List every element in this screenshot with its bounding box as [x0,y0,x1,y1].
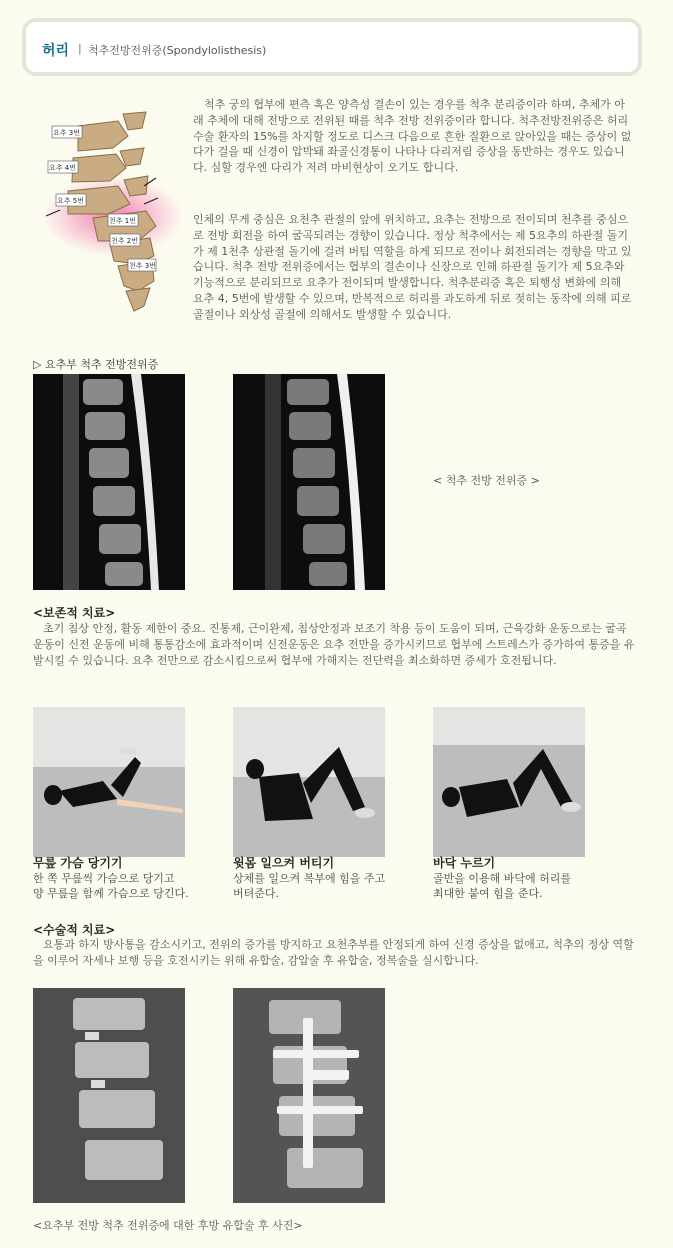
title-separator: | [78,42,82,55]
intro-paragraph-2: 인체의 무게 중심은 요천추 관절의 앞에 위치하고, 요추는 전방으로 전이되며 천추를 중심으로 전방 회전을 하여 굴곡되려는 경향이 있습니다. 정상 척추에서는 제 5요추의 하관절 돌기가 제 1천추 상관절 돌기에 걸려 버팀 역할을 하게 되므로 전이나 회전되려는 경향을 막고 있습니다. 척추 전방 전위증에서는 협부의 결손이나 신장으로 인해 하관절 돌기가 제 5요추와 기능적으로 분리되므로 요추가 전이되며 발생합니다. 척추분리증 혹은 퇴행성 변화에 의해 요추 4, 5번에 발생할 수 있으며, 반복적으로 허리를 과도하게 뒤로 젖히는 동작에 의해 피로골절이나 외상성 골절에 의해서도 발생할 수 있습니다. [193,213,632,321]
spine-label-s2: 천추 2번 [111,237,138,245]
exercise-photo-1 [33,707,185,857]
xray-caption: <요추부 전방 척추 전위증에 대한 후방 유합술 후 사진> [33,1219,303,1232]
surgical-text: 요통과 하지 방사통을 감소시키고, 전위의 증가를 방지하고 요천추부를 안정되게 하여 신경 증상을 없애고, 척추의 정상 역할을 이루어 자세나 보행 등을 호전시키는 위해 유합술, 감압술 후 유합술, 정복술을 실시합니다. [33,938,634,967]
mri-image-1 [33,374,185,590]
spine-label-l4: 요추 4번 [49,164,76,172]
mri-section-label: ▷ 요추부 척추 전방전위증 [33,358,159,371]
header-box [22,18,642,76]
exercise-desc-2a: 상체를 일으켜 복부에 힘을 주고 [233,872,386,885]
exercise-title-3: 바닥 누르기 [433,856,496,870]
exercise-title-1: 무릎 가슴 당기기 [33,856,123,870]
exercise-desc-1b: 양 무릎을 함께 가슴으로 당긴다. [33,887,189,900]
conservative-heading: <보존적 치료> [33,606,116,620]
exercise-desc-2b: 버텨준다. [233,887,280,900]
conservative-text: 초기 침상 안정, 활동 제한이 중요. 진통제, 근이완제, 침상안정과 보조기 착용 등이 도움이 되며, 근육강화 운동으로는 굴곡 운동이 신전 운동에 비해 통통감소에 효과적이며 신전운동은 요추 전만을 증가시키므로 협부에 스트레스가 증가하여 통증을 유발시킬 수 있습니다. 요추 전만으로 감소시킴으로써 협부에 가해지는 전단력을 최소화하면 증세가 호전됩니다. [33,622,635,667]
spine-label-l3: 요추 3번 [53,129,80,137]
mri-image-2 [233,374,385,590]
spine-illustration [38,106,188,316]
exercise-desc-1a: 한 쪽 무릎씩 가슴으로 당기고 [33,872,175,885]
page-subtitle: 척추전방전위증(Spondylolisthesis) [88,44,267,57]
surgical-heading: <수술적 치료> [33,923,116,937]
exercise-photo-2 [233,707,385,857]
exercise-photo-3 [433,707,585,857]
spine-label-s3: 천추 3번 [129,262,156,270]
xray-image-1 [33,988,185,1203]
section-title: 허리 [42,43,70,59]
xray-image-2 [233,988,385,1203]
mri-caption: < 척추 전방 전위증 > [433,474,540,487]
exercise-desc-3a: 골반을 이용해 바닥에 허리를 [433,872,572,885]
spine-label-l5: 요추 5번 [57,197,84,205]
exercise-title-2: 윗몸 일으켜 버티기 [233,856,335,870]
intro-paragraph-1: 척추 궁의 협부에 편측 혹은 양측성 결손이 있는 경우를 척추 분리증이라 하며, 추체가 아래 추체에 대해 전방으로 전위된 때를 척추 전방 전위증이라 합니다. 척추전방전위증은 허리수술 환자의 15%를 차지할 정도로 디스크 다음으로 흔한 질환으로 앉아있을 때는 증상이 없다가 걸을 때 신경이 압박돼 좌골신경통이 나타나 다리저림 증상을 동반하는 경우도 있습니다. 심할 경우엔 다리가 저려 마비현상이 오기도 합니다. [193,98,632,175]
spine-label-s1: 천추 1번 [109,217,136,225]
exercise-desc-3b: 최대한 붙여 힘을 준다. [433,887,543,900]
